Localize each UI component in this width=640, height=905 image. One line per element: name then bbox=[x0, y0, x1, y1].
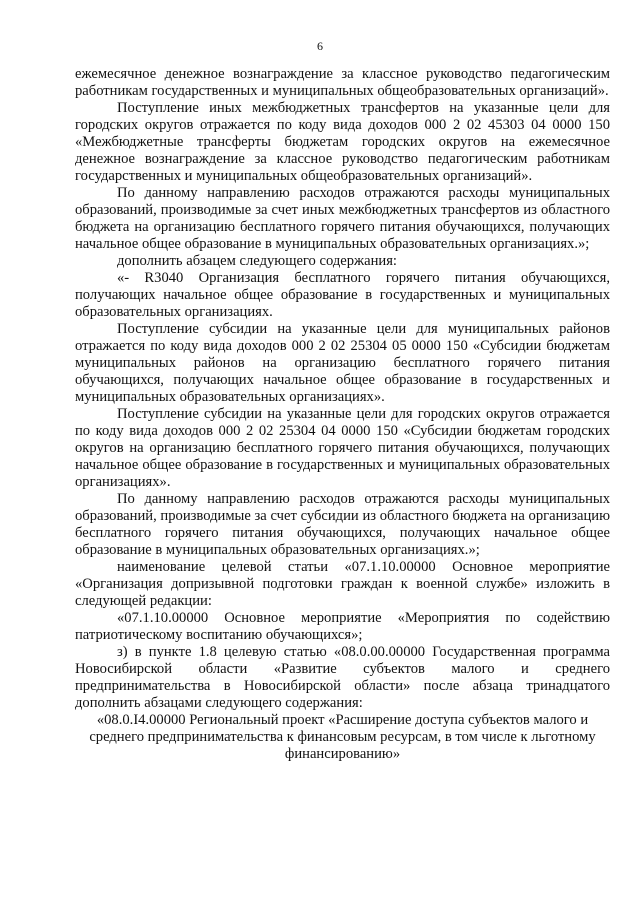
paragraph: «- R3040 Организация бесплатного горячего питания обучающихся, получающих начальное общее образование в государственных и муниципальных образовательных организациях. bbox=[75, 270, 610, 320]
paragraph: По данному направлению расходов отражаются расходы муниципальных образований, производимые за счет субсидии из областного бюджета на организацию бесплатного горячего питания обучающихся, получающих начальное общее образование в муниципальных образовательных организациях.»; bbox=[75, 491, 610, 558]
paragraph: наименование целевой статьи «07.1.10.00000 Основное мероприятие «Организация допризывной подготовки граждан к военной службе» изложить в следующей редакции: bbox=[75, 559, 610, 609]
paragraph: дополнить абзацем следующего содержания: bbox=[117, 253, 397, 269]
paragraph: ежемесячное денежное вознаграждение за классное руководство педагогическим работникам государственных и муниципальных общеобразовательных организаций». bbox=[75, 66, 610, 99]
page-number: 6 bbox=[317, 39, 323, 53]
paragraph: «07.1.10.00000 Основное мероприятие «Мероприятия по содействию патриотическому воспитанию обучающихся»; bbox=[75, 610, 610, 643]
paragraph: з) в пункте 1.8 целевую статью «08.0.00.00000 Государственная программа Новосибирской области «Развитие субъектов малого и среднего предпринимательства в Новосибирской области» после абзаца тринадцатого дополнить абзацами следующего содержания: bbox=[75, 644, 610, 711]
paragraph: Поступление субсидии на указанные цели для городских округов отражается по коду вида доходов 000 2 02 25304 04 0000 150 «Субсидии бюджетам городских округов на организацию бесплатного горячего питания обучающихся, получающих начальное общее образование в государственных и муниципальных образовательных организациях». bbox=[75, 406, 610, 490]
document-body bbox=[75, 66, 610, 763]
paragraph: Поступление субсидии на указанные цели для муниципальных районов отражается по коду вида доходов 000 2 02 25304 05 0000 150 «Субсидии бюджетам муниципальных районов на организацию бесплатного горячего питания обучающихся, получающих начальное общее образование в государственных и муниципальных образовательных организациях». bbox=[75, 321, 610, 405]
paragraph-heading: «08.0.I4.00000 Региональный проект «Расширение доступа субъектов малого и среднего предпринимательства к финансовым ресурсам, в том числе к льготному финансированию» bbox=[89, 712, 596, 762]
paragraph: Поступление иных межбюджетных трансфертов на указанные цели для городских округов отражается по коду вида доходов 000 2 02 45303 04 0000 150 «Межбюджетные трансферты бюджетам городских округов на ежемесячное денежное вознаграждение за классное руководство педагогическим работникам государственных и муниципальных общеобразовательных организаций». bbox=[75, 100, 610, 184]
paragraph: По данному направлению расходов отражаются расходы муниципальных образований, производимые за счет иных межбюджетных трансфертов из областного бюджета на организацию бесплатного горячего питания обучающихся, получающих начальное общее образование в муниципальных образовательных организациях.»; bbox=[75, 185, 610, 252]
